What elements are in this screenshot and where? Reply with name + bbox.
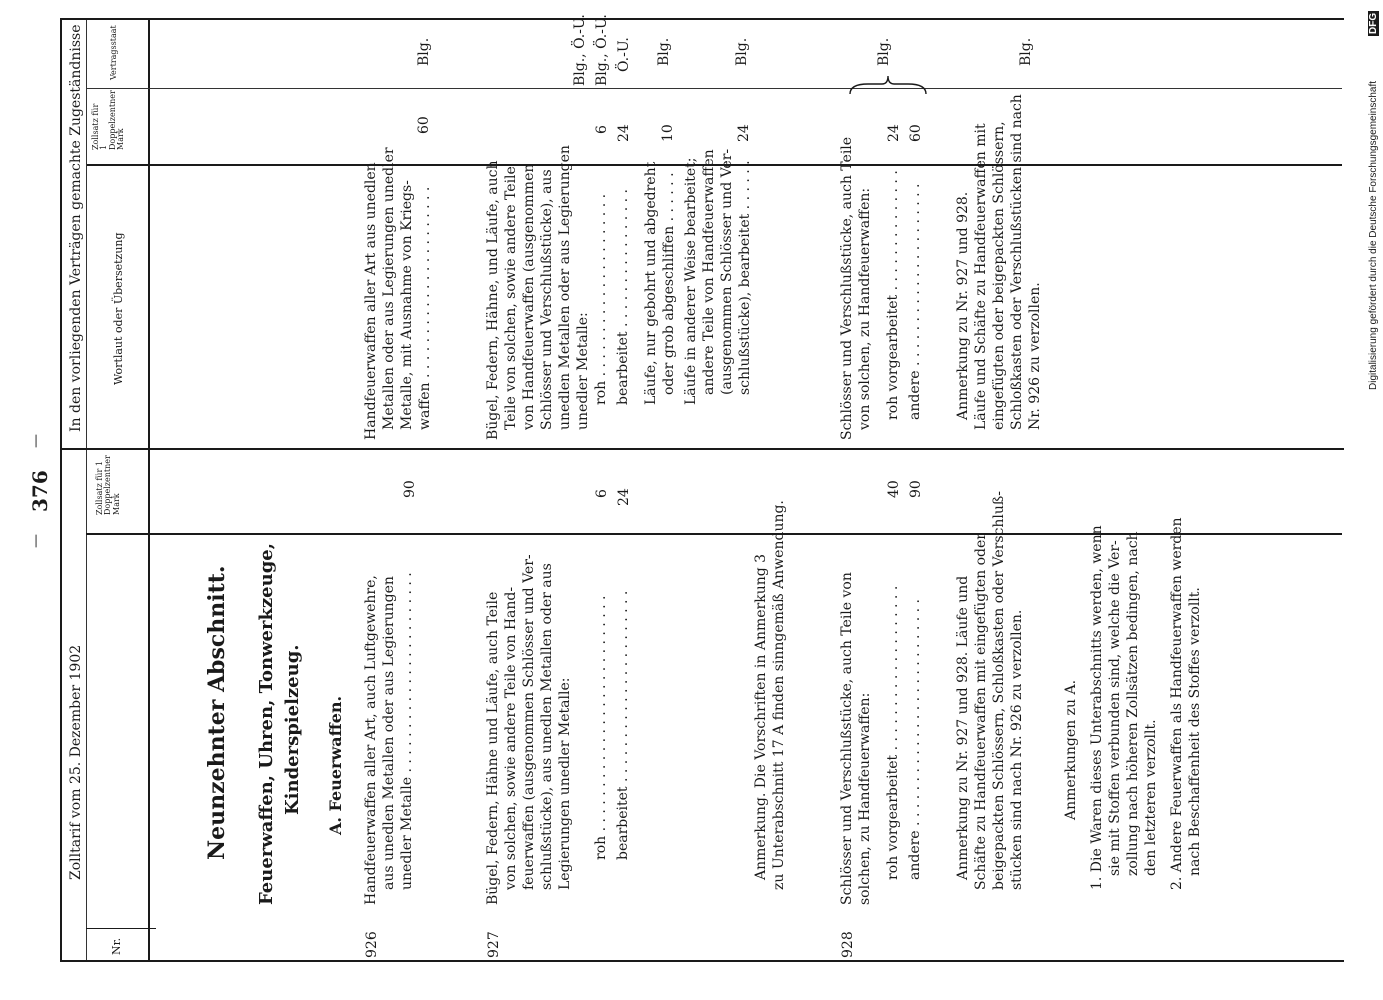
row-928-andere: andere . . . . . . . . . . . . . . . . . . . . . . . . . . — [907, 599, 923, 880]
row-927-nr: 927 — [486, 931, 502, 958]
digitization-note: Digitalisierung gefördert durch die Deutsche Forschungsgemeinschaft — [1368, 80, 1379, 390]
row-928-anmerkung-2: Schäfte zu Handfeuerwaffen mit eingefügten oder — [973, 533, 989, 890]
column-rule-nr — [86, 928, 156, 929]
row-928-vorgearbeitet: roh vorgearbeitet . . . . . . . . . . . . . . . . . . . — [885, 585, 901, 880]
vertrag-928-anmerkung-2: Läufe und Schäfte zu Handfeuerwaffen mit — [973, 123, 989, 430]
heading-a: A. Feuerwaffen. — [326, 695, 345, 835]
vertrag-926-staat: Blg. — [416, 37, 432, 66]
row-927-text-2: von solchen, sowie andere Teile von Hand- — [503, 586, 519, 890]
vertrag-926-text-4: waffen . . . . . . . . . . . . . . . . . . . . . . — [417, 186, 433, 430]
section-title: Neunzehnter Abschnitt. — [204, 565, 230, 860]
row-926-text-1: Handfeuerwaffen aller Art, auch Luftgewehre, — [363, 575, 379, 905]
right-header: In den vorliegenden Verträgen gemachte Zugeständnisse — [68, 24, 84, 432]
anmerkungen-a-item1-2: sie mit Stoffen verbunden sind, welche die Ver- — [1107, 540, 1123, 876]
vertrag-927-bearbeitet: bearbeitet . . . . . . . . . . . . . . . . — [615, 189, 631, 405]
vertrag-928-anmerkung-5: Nr. 926 zu verzollen. — [1027, 282, 1043, 430]
section-subtitle-2: Kinderspielzeug. — [282, 644, 303, 815]
vertrag-926-text-3: Metalle, mit Ausnahme von Kriegs- — [399, 180, 415, 430]
row-928-nr: 928 — [840, 931, 856, 958]
page-number: 376 — [28, 470, 52, 512]
vertrag-927-text-1: Bügel, Federn, Hähne, und Läufe, auch — [485, 160, 501, 440]
row-928-anmerkung-1: Anmerkung zu Nr. 927 und 928. Läufe und — [955, 575, 971, 880]
col-head-zollsatz-left: Zollsatz für 1 Doppelzentner Mark — [95, 455, 121, 515]
anmerkungen-a-item2-1: 2. Andere Feuerwaffen als Handfeuerwaffen werden — [1169, 517, 1185, 890]
anmerkungen-a-item1-1: 1. Die Waren dieses Unterabschnitts werden, wenn — [1089, 525, 1105, 890]
vertrag-928-anmerkung-4: Schloßkasten oder Verschlußstücken sind nach — [1009, 94, 1025, 430]
row-928-anmerkung-4: stücken sind nach Nr. 926 zu verzollen. — [1009, 609, 1025, 890]
vertrag-927-text-3: von Handfeuerwaffen (ausgenommen — [521, 163, 537, 430]
row-927-rate-bearbeitet: 24 — [616, 488, 632, 506]
row-926-text-2: aus unedlen Metallen oder aus Legierungen — [381, 576, 397, 890]
vertrag-926-text-1: Handfeuerwaffen aller Art aus unedlen — [363, 162, 379, 440]
row-927-anmerkung-2: zu Unterabschnitt 17 A finden sinngemäß Anwendung. — [771, 500, 787, 890]
row-928-text-1: Schlösser und Verschlußstücke, auch Teile von — [839, 572, 855, 905]
row-926-nr: 926 — [364, 931, 380, 958]
vertrag-927-laeufe1-1: Läufe, nur gebohrt und abgedreht — [643, 161, 659, 405]
row-927-text-1: Bügel, Federn, Hähne und Läufe, auch Teile — [485, 591, 501, 905]
row-927-rate-roh: 6 — [594, 489, 610, 498]
brace-icon — [848, 74, 928, 96]
anmerkungen-a-item1-4: den letzteren verzollt. — [1143, 719, 1159, 876]
vertrag-928-rate-andere: 60 — [908, 124, 924, 142]
vertrag-928-staat: Blg. — [876, 37, 892, 66]
vertrag-927-text-2: Teile von solchen, sowie andere Teile — [503, 166, 519, 430]
vertrag-927-staat-bearbeitet: Blg., Ö.-U. — [594, 14, 610, 86]
vertrag-927-rate-roh: 6 — [594, 125, 610, 134]
row-927-roh: roh . . . . . . . . . . . . . . . . . . . . . . . . . . . — [593, 595, 609, 860]
vertrag-927-laeufe2-1: Läufe in anderer Weise bearbeitet; — [683, 157, 699, 405]
column-rule-zollsatz-left — [86, 533, 1342, 535]
vertrag-927-laeufe2-2: andere Teile von Handfeuerwaffen — [701, 149, 717, 395]
column-rule-zollsatz-right — [86, 88, 1342, 89]
row-928-anmerkung-3: beigepackten Schlössern, Schloßkasten oder Verschluß- — [991, 491, 1007, 890]
row-927-text-5: Legierungen unedler Metalle: — [557, 677, 573, 890]
vertrag-927-staat-l1: Blg. — [656, 37, 672, 66]
anmerkungen-a-item1-3: zollung nach höheren Zollsätzen bedingen, nach — [1125, 531, 1141, 876]
vertrag-926-rate: 60 — [416, 116, 432, 134]
vertrag-927-staat-oeu: Ö.-U. — [616, 37, 632, 72]
page-dash-right: — — [28, 434, 44, 448]
vertrag-927-laeufe1-2: oder grob abgeschliffen . . . . . . — [661, 172, 677, 395]
col-head-wortlaut: Wortlaut oder Übersetzung — [112, 232, 125, 385]
vertrag-927-roh: roh . . . . . . . . . . . . . . . . . . . . . — [593, 193, 609, 405]
vertrag-928-rate-vor: 24 — [886, 124, 902, 142]
vertrag-928-staat-anm: Blg. — [1018, 37, 1034, 66]
col-head-vertragsstaat: Vertragsstaat — [109, 25, 118, 80]
row-928-rate-andere: 90 — [908, 480, 924, 498]
vertrag-927-text-6: unedler Metalle: — [575, 312, 591, 430]
vertrag-928-anmerkung-3: eingefügten oder beigepackten Schlössern, — [991, 121, 1007, 430]
vertrag-928-andere: andere . . . . . . . . . . . . . . . . . . . . . — [907, 183, 923, 420]
vertrag-927-rate-l2: 24 — [736, 124, 752, 142]
row-927-anmerkung-1: Anmerkung. Die Vorschriften in Anmerkung 3 — [753, 553, 769, 880]
anmerkungen-a-heading: Anmerkungen zu A. — [1063, 679, 1079, 820]
vertrag-927-staat-l2: Blg. — [734, 37, 750, 66]
header-rule-2 — [148, 18, 150, 962]
row-927-bearbeitet: bearbeitet . . . . . . . . . . . . . . . . . . . . . . — [615, 590, 631, 860]
row-928-text-2: solchen, zu Handfeuerwaffen: — [857, 692, 873, 905]
column-rule-center — [60, 448, 1344, 450]
vertrag-927-rate-l1: 10 — [660, 124, 676, 142]
dfg-logo: DFG — [1368, 12, 1379, 34]
anmerkungen-a-item2-2: nach Beschaffenheit des Stoffes verzollt. — [1187, 587, 1203, 876]
row-927-text-4: schlußstücke), aus unedlen Metallen oder aus — [539, 563, 555, 890]
col-head-zollsatz-right: Zollsatz für 1 Doppelzentner Mark — [91, 90, 126, 150]
header-subrule-right — [86, 18, 87, 448]
row-926-rate: 90 — [402, 480, 418, 498]
header-top-rule — [60, 18, 62, 962]
row-928-rate-vor: 40 — [886, 480, 902, 498]
row-927-text-3: feuerwaffen (ausgenommen Schlösser und Ver- — [521, 554, 537, 890]
page-dash-left: — — [28, 534, 44, 548]
vertrag-927-rate-bearbeitet: 24 — [616, 124, 632, 142]
vertrag-927-staat-roh: Blg., Ö.-U. — [572, 14, 588, 86]
vertrag-927-text-4: Schlösser und Verschlußstücke), aus — [539, 169, 555, 430]
row-926-text-3: unedler Metalle . . . . . . . . . . . . . . . . . . . . . . . — [399, 572, 415, 890]
vertrag-928-text-1: Schlösser und Verschlußstücke, auch Teile — [839, 136, 855, 440]
vertrag-928-anmerkung-1: Anmerkung zu Nr. 927 und 928. — [955, 191, 971, 420]
frame-top-border — [60, 18, 1344, 20]
vertrag-927-laeufe2-3: (ausgenommen Schlösser und Ver- — [719, 148, 735, 395]
vertrag-926-text-2: Metallen oder aus Legierungen unedler — [381, 147, 397, 430]
vertrag-927-text-5: unedlen Metallen oder aus Legierungen — [557, 145, 573, 430]
left-header: Zolltarif vom 25. Dezember 1902 — [68, 644, 84, 880]
section-subtitle-1: Feuerwaffen, Uhren, Tonwerkzeuge, — [256, 542, 277, 905]
col-head-nr: Nr. — [110, 937, 123, 955]
vertrag-928-vorgearbeitet: roh vorgearbeitet . . . . . . . . . . . . . . — [885, 170, 901, 420]
vertrag-927-laeufe2-4: schlußstücke), bearbeitet . . . . . . — [737, 160, 753, 395]
vertrag-928-text-2: von solchen, zu Handfeuerwaffen: — [857, 187, 873, 430]
frame-bottom-border — [60, 960, 1344, 962]
